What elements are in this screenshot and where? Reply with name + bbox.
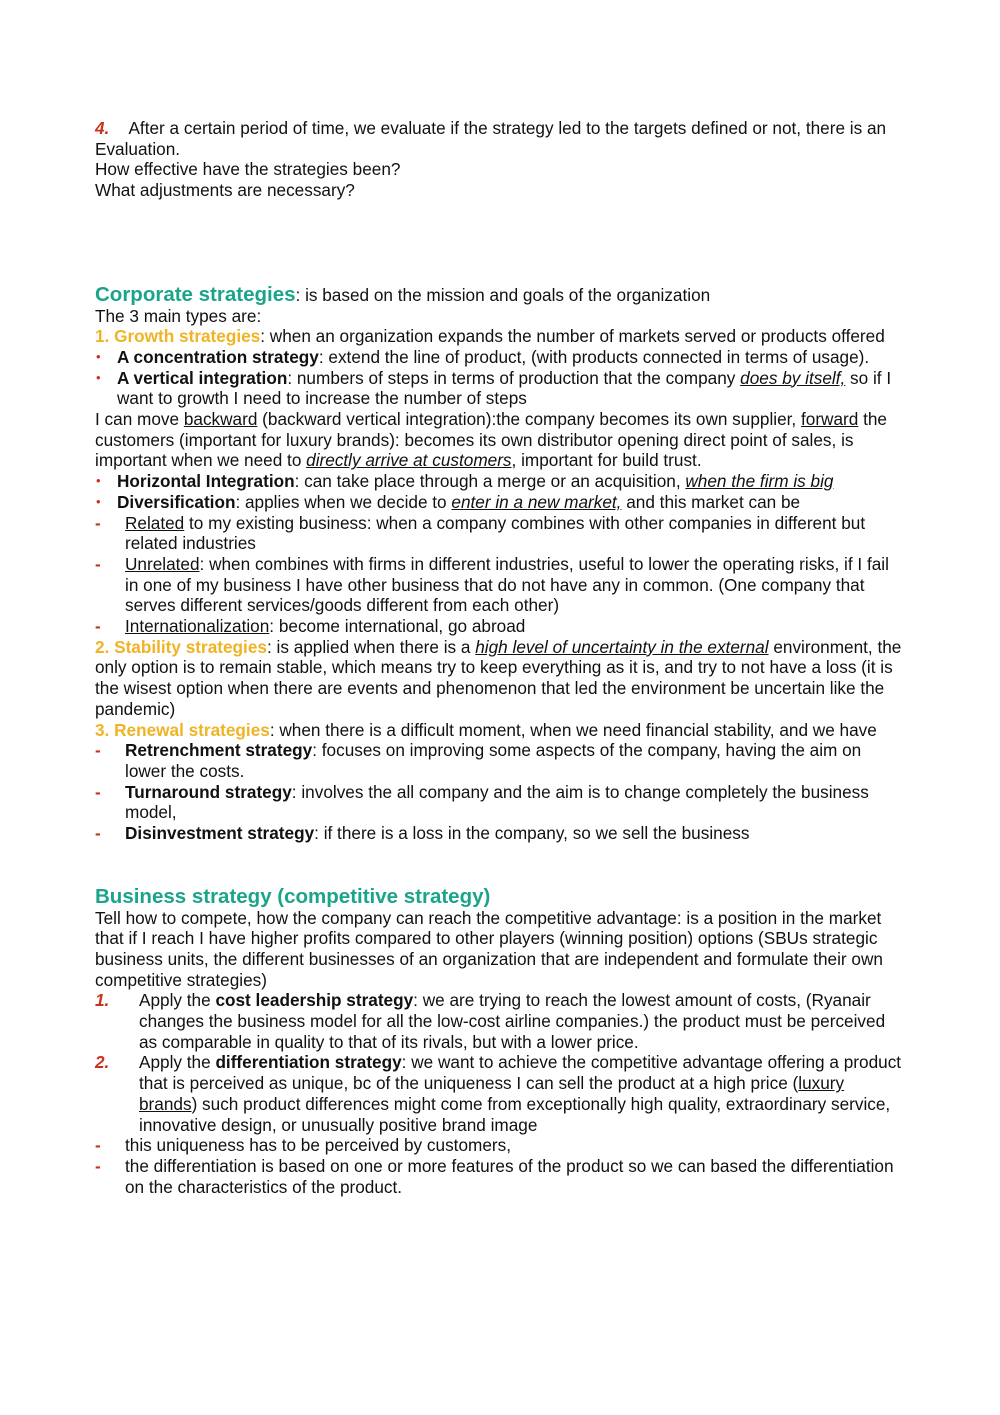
subsection-title: 1. Growth strategies	[95, 326, 261, 347]
list-item: - Retrenchment strategy: focuses on improving some aspects of the company, having the aim on lower the costs.	[95, 740, 862, 781]
dash-marker: -	[95, 781, 101, 802]
list-item: - Turnaround strategy: involves the all company and the aim is to change completely the business model,	[95, 781, 869, 823]
item-number: 1.	[95, 990, 110, 1011]
list-item: - Unrelated: when combines with firms in different industries, useful to lower the operating risks, if I fail in one of my business I have other business that do not have any in common. (One company that serves different services/goods different from each other)	[95, 553, 889, 616]
numbered-item: 2. Apply the differentiation strategy: we want to achieve the competitive advantage offering a product that is perceived as unique, bc of the uniqueness I can sell the product at a high price (luxury brands) such product differences might come from exceptionally high quality, extraordinary service, innovative design, or unusually positive brand image	[95, 1052, 902, 1135]
evaluation-step: 4. After a certain period of time, we evaluate if the strategy led to the targets defined or not, there is an Evaluation.	[95, 118, 887, 159]
dash-marker: -	[95, 1155, 101, 1176]
types-intro: The 3 main types are:	[95, 305, 262, 326]
dash-marker: -	[95, 616, 101, 637]
subsection-title: 3. Renewal strategies	[95, 719, 270, 740]
integration-direction: I can move backward (backward vertical integration):the company becomes its own supplier, forward the customers (important for luxury brands): becomes its own distributor opening direct point of sales, is important when we need to directly arrive at customers, important for build trust.	[95, 409, 887, 471]
renewal-heading: 3. Renewal strategies: when there is a difficult moment, when we need financial stability, and we have	[95, 719, 877, 740]
list-item: - Related to my existing business: when a company combines with other companies in different but related industries	[95, 512, 866, 554]
list-item: • A concentration strategy: extend the line of product, (with products connected in terms of usage).	[95, 347, 907, 368]
subsection-title: 2. Stability strategies	[95, 636, 267, 657]
document-page	[95, 118, 907, 1197]
dash-marker: -	[95, 740, 101, 761]
dash-marker: -	[95, 1135, 101, 1156]
list-item: - Internationalization: become international, go abroad	[95, 616, 526, 637]
item-number: 2.	[95, 1052, 110, 1073]
dash-marker: -	[95, 823, 101, 844]
numbered-item: 1. Apply the cost leadership strategy: we are trying to reach the lowest amount of costs, (Ryanair changes the business model for all the low-cost airline companies.) the product must be perceived as comparable in quality to that of its rivals, but with a lower price.	[95, 990, 886, 1052]
list-item: - the differentiation is based on one or more features of the product so we can based the differentiation on the characteristics of the product.	[95, 1155, 894, 1197]
stability-paragraph: 2. Stability strategies: is applied when there is a high level of uncertainty in the external environment, the only option is to remain stable, which means try to keep everything as it is, and try to not have a loss (it is the wisest option when there are events and phenomenon that led the environment be uncertain like the pandemic)	[95, 636, 902, 719]
business-intro: Tell how to compete, how the company can reach the competitive advantage: is a position in the market that if I reach I have higher profits compared to other players (winning position) options (SBUs strategic business units, the different businesses of an organization that are independent and formulate their own competitive strategies)	[95, 907, 883, 990]
dash-marker: -	[95, 553, 101, 574]
growth-heading: 1. Growth strategies: when an organization expands the number of markets served or products offered	[95, 326, 885, 347]
list-item: • A vertical integration: numbers of steps in terms of production that the company does by itself, so if I want to growth I need to increase the number of steps	[95, 368, 907, 409]
business-heading	[95, 884, 907, 908]
corporate-heading: Corporate strategies: is based on the mission and goals of the organization	[95, 282, 711, 306]
evaluation-question: What adjustments are necessary?	[95, 180, 355, 201]
list-item: - this uniqueness has to be perceived by customers,	[95, 1135, 511, 1156]
list-item: - Disinvestment strategy: if there is a loss in the company, so we sell the business	[95, 823, 750, 844]
section-title: Business strategy (competitive strategy)	[95, 884, 491, 908]
list-item: • Diversification: applies when we decide to enter in a new market, and this market can be	[95, 492, 907, 513]
section-title: Corporate strategies	[95, 282, 296, 306]
list-item: • Horizontal Integration: can take place through a merge or an acquisition, when the firm is big	[95, 471, 907, 492]
step-number: 4.	[95, 118, 110, 138]
dash-marker: -	[95, 512, 101, 533]
evaluation-question: How effective have the strategies been?	[95, 159, 401, 180]
